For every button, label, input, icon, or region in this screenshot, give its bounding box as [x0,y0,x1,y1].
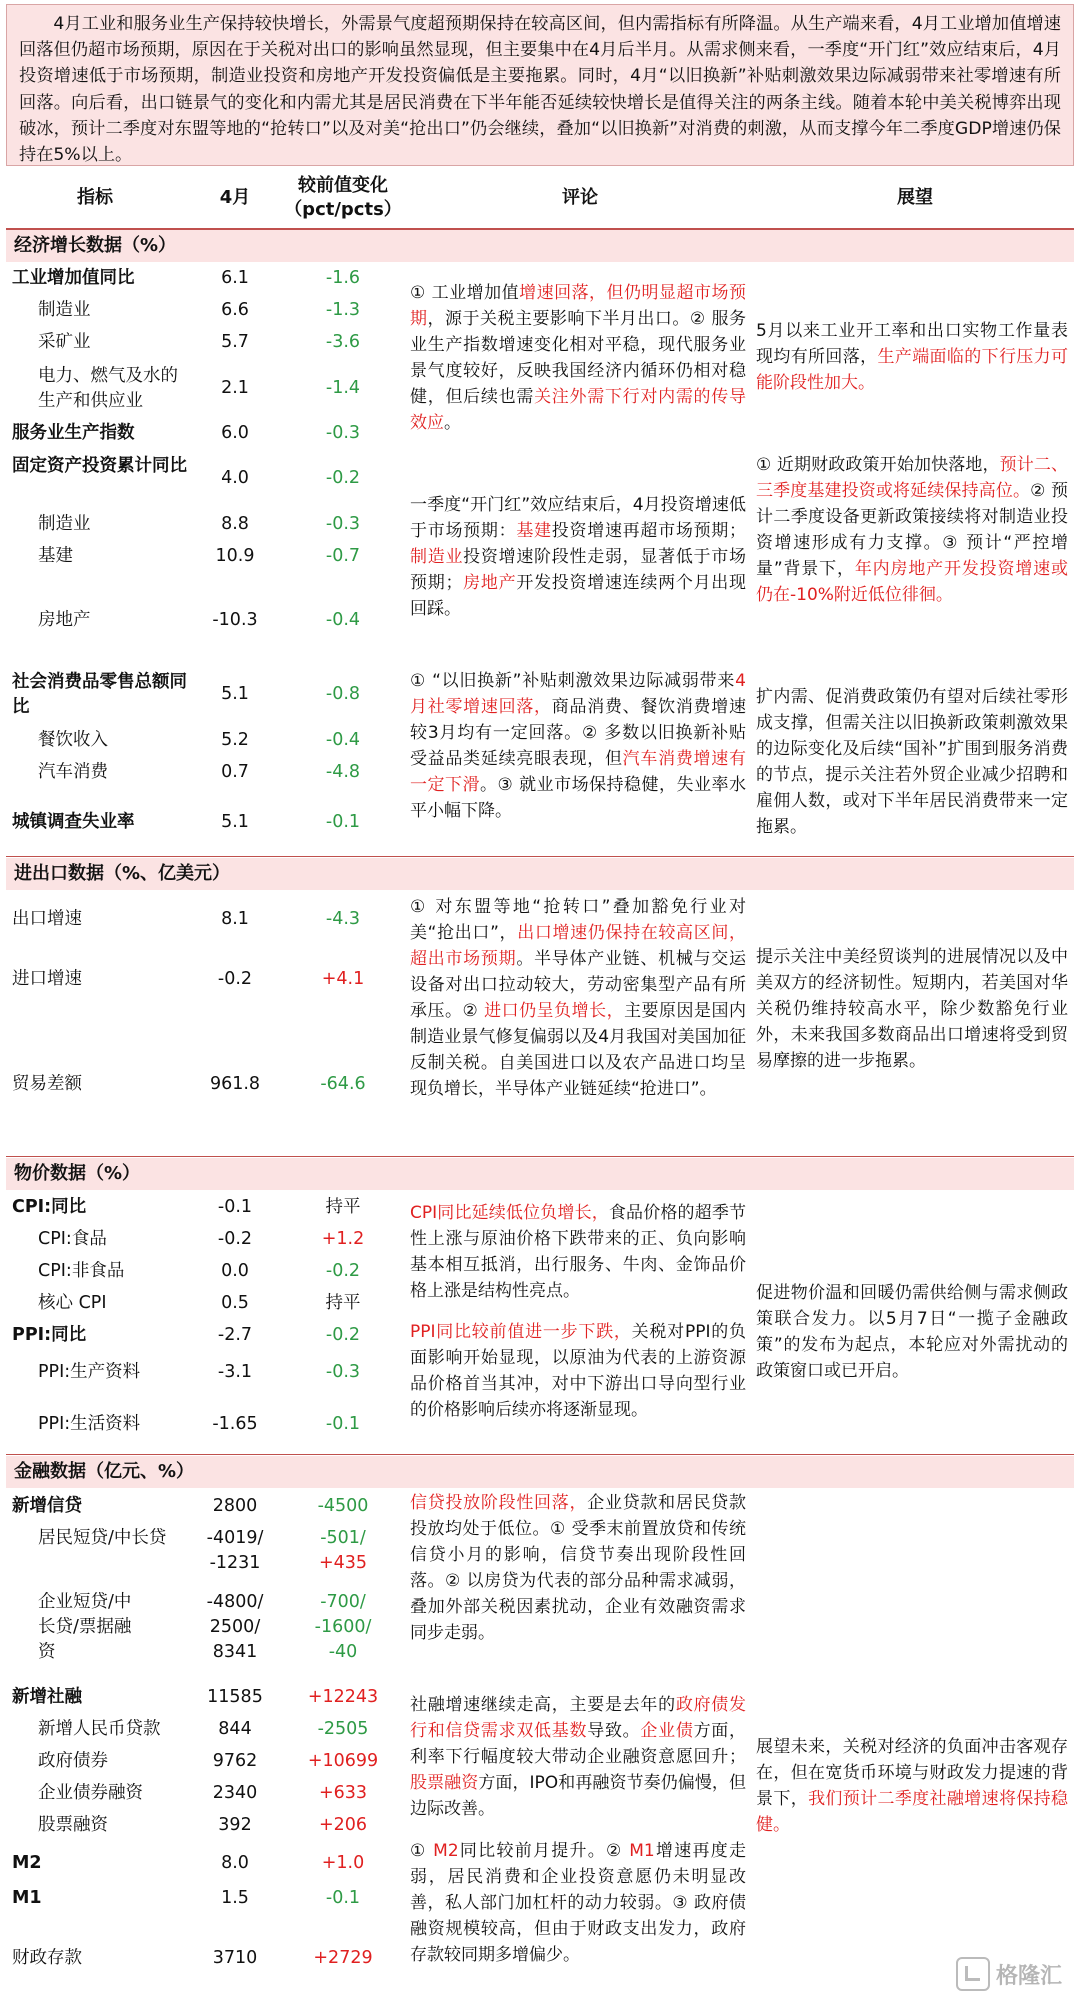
label-mfg: 制造业 [38,300,91,320]
body-text: ② 以房贷为代表的部分品种需求减弱，叠加外部关税因素扰动，企业有效融资需求同步走弱。 [410,1571,746,1643]
section-price: 物价数据（%） [6,1158,1074,1190]
body-text: ① 工业增加值 [410,283,520,303]
change-corp-bonds: +633 [318,1783,368,1803]
highlight-text: 信贷投放阶段性回落， [410,1493,588,1513]
body-text: 同比较前月提升。 [458,1841,607,1861]
body-text: 方面，IPO和再融资节奏仍偏慢，但边际改善。 [410,1773,747,1819]
body-text: 商品消费、餐饮消费增速较3月均有一定回落。 [410,697,747,743]
header-comment: 评论 [562,187,598,208]
label-household: 居民短贷/中长贷 [38,1528,167,1548]
value-equity: 392 [218,1815,252,1835]
body-text: 展望未来，关税对经济的负面冲击客观存在，但在宽货币环境与财政发力提速的背景下， [756,1737,1068,1809]
value-fai: 4.0 [221,468,249,488]
value-household-1: -4019/ [206,1528,264,1548]
label-m1: M1 [12,1888,42,1908]
section-trade: 进出口数据（%、亿美元） [6,858,1074,890]
value-household-2: -1231 [209,1553,261,1573]
label-cpi: CPI:同比 [12,1197,87,1217]
change-service: -0.3 [325,423,361,443]
value-auto: 0.7 [221,762,249,782]
label-equity: 股票融资 [38,1815,108,1835]
body-text: ② 多数以旧换新补贴受益品类延续亮眼表现，但 [410,723,746,769]
change-rmb-loans: -2505 [317,1719,369,1739]
body-text: 方面，利率下行幅度较大带动企业融资意愿回升； [410,1721,747,1767]
highlight-text: 房地产 [462,573,517,593]
body-text: 。半导体产业链、机械与交运设备对出口拉动较大，劳动密集型产品有所承压。 [410,949,747,1021]
body-text: ② 服务业生产指数增速变化相对平稳，现代服务业景气度较好，反映我国经济内循环仍相对稳健，但后续也需 [410,309,747,407]
value-gov-bonds: 9762 [212,1751,258,1771]
value-utility: 2.1 [221,378,249,398]
highlight-text: M1 [629,1841,655,1861]
header-april: 4月 [219,187,251,208]
body-text: 。 [479,775,498,795]
body-text: 5月以来工业开工率和出口实物工作量表现均有所回落， [756,321,1068,367]
change-mfg: -1.3 [325,300,361,320]
value-m1: 1.5 [221,1888,249,1908]
change-utility: -1.4 [325,378,361,398]
change-mining: -3.6 [325,332,361,352]
label-ppi: PPI:同比 [12,1325,87,1345]
comment-money [410,1838,746,1968]
value-mining: 5.7 [221,332,249,352]
comment-consumption [410,668,746,824]
value-corp-1: -4800/ [206,1592,264,1612]
body-text: 扩内需、促消费政策仍有望对后续社零形成支撑，但需关注以旧换新政策刺激效果的边际变化及后续“国补”扩围到服务消费的节点，提示关注若外贸企业减少招聘和雇佣人数，或对下半年居民消费带来一定拖累。 [756,687,1068,837]
value-fai-mfg: 8.8 [221,514,249,534]
label-unemp: 城镇调查失业率 [12,812,135,832]
body-text: ，源于关税主要影响下半月出口。 [427,309,690,329]
section-finance: 金融数据（亿元、%） [6,1456,1074,1488]
highlight-text: 我们预计二季度社融增速将保持稳健。 [756,1789,1069,1835]
label-infra: 基建 [38,546,73,566]
value-ppi: -2.7 [217,1325,253,1345]
comment-ppi [410,1319,746,1423]
body-text: ① 近期财政政策开始加快落地， [756,455,1000,475]
section-growth: 经济增长数据（%） [6,230,1074,262]
body-text: ③ 就业市场保持稳健，失业率水平小幅下降。 [410,775,746,821]
change-fiscal: +2729 [313,1948,373,1968]
highlight-text: 出口增速仍保持在较高区间，超出市场预期 [410,923,747,969]
value-cpi-food: -0.2 [217,1229,253,1249]
body-text: ② [606,1841,630,1861]
change-corp-1: -700/ [320,1592,366,1612]
summary-box [6,4,1074,166]
body-text: ② 预计二季度设备更新政策接续将对制造业投资增速形成有力支撑。 [756,481,1068,553]
value-fiscal: 3710 [212,1948,258,1968]
body-text: ① 对东盟等地“抢转口”叠加豁免行业对美“抢出口”， [410,897,746,943]
change-corp-2: -1600/ [314,1617,372,1637]
change-tsf: +12243 [307,1687,379,1707]
comment-loans [410,1490,746,1646]
change-infra: -0.7 [325,546,361,566]
value-ppi-prod: -3.1 [217,1362,253,1382]
highlight-text: PPI同比较前值进一步下跌， [410,1322,632,1342]
change-equity: +206 [318,1815,368,1835]
body-text: 企业贷款和居民贷款投放均处于低位。 [410,1493,747,1539]
label-fai: 固定资产投资累计同比 [12,456,187,476]
outlook-finance [756,1734,1068,1838]
body-text: 投资增速再超市场预期； [551,521,747,541]
change-retail: -0.8 [325,684,361,704]
body-text: 食品价格的超季节性上涨与原油价格下跌带来的正、负向影响基本相互抵消，出行服务、牛肉、金饰品价格上涨是结构性亮点。 [410,1203,747,1301]
outlook-trade [756,944,1068,1074]
body-text: ③ 政府债融资规模较高，但由于财政支出发力，政府存款较同期多增偏少。 [410,1893,747,1965]
value-import: -0.2 [217,969,253,989]
change-auto: -4.8 [325,762,361,782]
label-tsf: 新增社融 [12,1687,82,1707]
change-unemp: -0.1 [325,812,361,832]
comment-tsf [410,1692,746,1822]
label-ind: 工业增加值同比 [12,268,135,288]
separator [6,856,1074,857]
change-household-1: -501/ [320,1528,366,1548]
watermark [956,1957,1062,1991]
body-text: ③ 预计“严控增量”背景下， [756,533,1069,579]
outlook-industry [756,318,1068,396]
change-cpi: 持平 [325,1197,361,1217]
outlook-investment [756,452,1068,608]
label-cpi-food: CPI:食品 [38,1229,107,1249]
body-text: ① [410,1841,434,1861]
change-catering: -0.4 [325,730,361,750]
body-text: 促进物价温和回暖仍需供给侧与需求侧政策联合发力。以5月7日“一揽子金融政策”的发布为起点，本轮应对外需扰动的政策窗口或已开启。 [756,1283,1068,1381]
highlight-text: 进口仍呈负增长， [484,1001,625,1021]
value-corp-bonds: 2340 [212,1783,258,1803]
label-balance: 贸易差额 [12,1074,82,1094]
highlight-text: 4月社零增速回落， [410,671,746,717]
highlight-text: M2 [433,1841,459,1861]
outlook-price [756,1280,1068,1384]
label-cpi-nonfood: CPI:非食品 [38,1261,125,1281]
watermark-text: 格隆汇 [995,1963,1062,1989]
value-tsf: 11585 [207,1687,263,1707]
value-cpi-nonfood: 0.0 [221,1261,249,1281]
value-infra: 10.9 [215,546,255,566]
change-household-2: +435 [318,1553,368,1573]
body-text: 开发投资增速连续两个月出现回踩。 [410,573,747,619]
body-text: 。 [444,413,461,433]
label-corp: 企业短贷/中长贷/票据融资 [38,1592,132,1662]
highlight-text: 企业债 [640,1721,694,1741]
highlight-text: CPI同比延续低位负增长， [410,1203,609,1223]
value-realestate: -10.3 [212,610,258,630]
header-change: 较前值变化（pct/pcts） [284,175,402,220]
comment-trade [410,894,746,1102]
label-m2: M2 [12,1853,42,1873]
change-m2: +1.0 [321,1853,365,1873]
highlight-text: 增速回落，但仍明显超市场预期 [410,283,746,329]
value-balance: 961.8 [209,1074,261,1094]
value-rmb-loans: 844 [218,1719,252,1739]
label-gov-bonds: 政府债券 [38,1751,108,1771]
change-ppi-life: -0.1 [325,1414,361,1434]
label-fai-mfg: 制造业 [38,514,91,534]
change-export: -4.3 [325,909,361,929]
body-text: 主要原因是国内制造业景气修复偏弱以及4月我国对美国加征反制关税。自美国进口以及农产品进口均呈现负增长，半导体产业链延续“抢进口”。 [410,1001,747,1099]
value-ind: 6.1 [221,268,249,288]
change-loans: -4500 [317,1496,369,1516]
body-text: 社融增速继续走高，主要是去年的 [410,1695,676,1715]
change-cpi-food: +1.2 [321,1229,365,1249]
highlight-text: 汽车消费增速有一定下滑 [410,749,747,795]
label-export: 出口增速 [12,909,82,929]
label-utility: 电力、燃气及水的生产和供应业 [38,366,178,411]
change-balance: -64.6 [320,1074,366,1094]
value-cpi: -0.1 [217,1197,253,1217]
label-service: 服务业生产指数 [12,423,135,443]
label-auto: 汽车消费 [38,762,108,782]
comment-industry [410,280,746,436]
value-retail: 5.1 [221,684,249,704]
label-import: 进口增速 [12,969,82,989]
label-rmb-loans: 新增人民币贷款 [38,1719,161,1739]
change-ppi: -0.2 [325,1325,361,1345]
value-mfg: 6.6 [221,300,249,320]
body-text: ② [462,1001,485,1021]
comment-cpi [410,1200,746,1304]
label-retail: 社会消费品零售总额同比 [12,672,187,717]
change-import: +4.1 [321,969,365,989]
highlight-text: 股票融资 [410,1773,479,1793]
value-export: 8.1 [221,909,249,929]
value-service: 6.0 [221,423,249,443]
label-corp-bonds: 企业债券融资 [38,1783,143,1803]
change-core-cpi: 持平 [325,1293,361,1313]
highlight-text: 生产端面临的下行压力可能阶段性加大。 [756,347,1069,393]
value-ppi-life: -1.65 [212,1414,258,1434]
body-text: ① 受季末前置放贷和传统信贷小月的影响，信贷节奏出现阶段性回落。 [410,1519,746,1591]
outlook-consumption [756,684,1068,840]
highlight-text: 关注外需下行对内需的传导效应 [410,387,747,433]
separator [6,1454,1074,1455]
value-m2: 8.0 [221,1853,249,1873]
change-cpi-nonfood: -0.2 [325,1261,361,1281]
value-catering: 5.2 [221,730,249,750]
value-corp-2: 2500/ [209,1617,261,1637]
change-ppi-prod: -0.3 [325,1362,361,1382]
label-realestate: 房地产 [38,610,91,630]
brand-logo-icon [956,1957,990,1991]
highlight-text: 制造业 [410,547,464,567]
body-text: ① “以旧换新”补贴刺激效果边际减弱带来 [410,671,736,691]
label-catering: 餐饮收入 [38,730,108,750]
body-text: 一季度“开门红”效应结束后，4月投资增速低于市场预期： [410,495,746,541]
header-outlook: 展望 [897,187,933,208]
change-m1: -0.1 [325,1888,361,1908]
label-loans: 新增信贷 [12,1496,82,1516]
summary-text: 4月工业和服务业生产保持较快增长，外需景气度超预期保持在较高区间，但内需指标有所降温。从生产端来看，4月工业增加值增速回落但仍超市场预期，原因在于关税对出口的影响虽然显现，但主要集中在4月后半月。从需求侧来看，一季度“开门红”效应结束后，4月投资增速低于市场预期，制造业投资和房地产开发投资偏低是主要拖累。同时，4月“以旧换新”补贴刺激效果边际减弱带来社零增速有所回落。向后看，出口链景气的变化和内需尤其是居民消费在下半年能否延续较快增长是值得关注的两条主线。随着本轮中美关税博弈出现破冰，预计二季度对东盟等地的“抢转口”以及对美“抢出口”仍会继续，叠加“以旧换新”对消费的刺激，从而支撑今年二季度GDP增速仍保持在5%以上。 [19,14,1061,166]
body-text: 投资增速阶段性走弱，显著低于市场预期； [410,547,747,593]
highlight-text: 年内房地产开发投资增速或仍在-10%附近低位徘徊。 [756,559,1069,605]
change-fai: -0.2 [325,468,361,488]
value-loans: 2800 [212,1496,258,1516]
highlight-text: 预计二、三季度基建投资或将延续保持高位。 [756,455,1068,501]
highlight-text: 政府债发行和信贷需求双低基数 [410,1695,747,1741]
highlight-text: 基建 [516,521,552,541]
value-unemp: 5.1 [221,812,249,832]
body-text: 增速再度走弱，居民消费和企业投资意愿仍未明显改善，私人部门加杠杆的动力较弱。 [410,1841,746,1913]
label-mining: 采矿业 [38,332,91,352]
change-gov-bonds: +10699 [307,1751,379,1771]
comment-investment [410,492,746,622]
change-ind: -1.6 [325,268,361,288]
change-fai-mfg: -0.3 [325,514,361,534]
label-ppi-prod: PPI:生产资料 [38,1362,141,1382]
label-fiscal: 财政存款 [12,1948,82,1968]
value-corp-3: 8341 [212,1642,258,1662]
value-core-cpi: 0.5 [221,1293,249,1313]
body-text: 导致。 [587,1721,641,1741]
label-ppi-life: PPI:生活资料 [38,1414,141,1434]
body-text: 关税对PPI的负面影响开始显现，以原油为代表的上游资源品价格首当其冲，对中下游出口导向型行业的价格影响后续亦将逐渐显现。 [410,1322,746,1420]
body-text: 提示关注中美经贸谈判的进展情况以及中美双方的经济韧性。短期内，若美国对华关税仍维持较高水平，除少数豁免行业外，未来我国多数商品出口增速将受到贸易摩擦的进一步拖累。 [756,947,1068,1071]
change-corp-3: -40 [328,1642,358,1662]
separator [6,1156,1074,1157]
change-realestate: -0.4 [325,610,361,630]
header-indicator: 指标 [77,187,113,208]
label-core-cpi: 核心 CPI [38,1293,107,1313]
